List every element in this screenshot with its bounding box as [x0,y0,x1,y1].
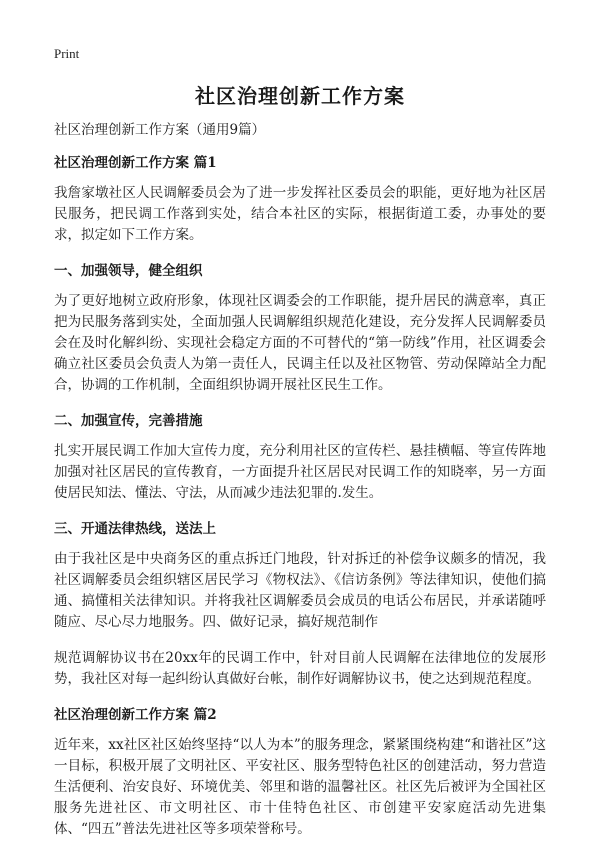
document-body [54,120,546,855]
section-heading-legal-hotline: 三、开通法律热线，送法上 [54,521,216,537]
section-heading-part2: 社区治理创新工作方案 篇2 [54,707,217,723]
paragraph-publicity: 扎实开展民调工作加大宣传力度，充分利用社区的宣传栏、悬挂横幅、等宣传阵地加强对社区居民的宣传教育，一方面提升社区居民对民调工作的知晓率，另一方面使居民知法、懂法、守法，从而减少违法犯罪的.发生。 [54,443,546,501]
paragraph-part2: 近年来，xx社区社区始终坚持“以人为本”的服务理念，紧紧围绕构建“和谐社区”这一目标，积极开展了文明社区、平安社区、服务型特色社区的创建活动，努力营造生活便利、治安良好、环境优美、邻里和谐的温馨社区。社区先后被评为全国社区服务先进社区、市文明社区、市十佳特色社区、市创建平安家庭活动先进集体、“四五”普法先进社区等多项荣誉称号。 [54,737,546,837]
paragraph-records: 规范调解协议书在20xx年的民调工作中，针对目前人民调解在法律地位的发展形势，我社区对每一起纠纷认真做好台帐，制作好调解协议书，使之达到规范程度。 [54,650,546,687]
section-heading-part1: 社区治理创新工作方案 篇1 [54,155,217,171]
section-heading-publicity: 二、加强宣传，完善措施 [54,413,203,429]
paragraph-leadership: 为了更好地树立政府形象，体现社区调委会的工作职能，提升居民的满意率，真正把为民服务落到实处，全面加强人民调解组织规范化建设，充分发挥人民调解委员会在及时化解纠纷、实现社会稳定方面的不可替代的“第一防线”作用，社区调委会确立社区委员会负责人为第一责任人，民调主任以及社区物管、劳动保障站全力配合，协调的工作机制，全面组织协调开展社区民生工作。 [54,293,546,393]
document-title: 社区治理创新工作方案 [195,84,405,108]
section-heading-leadership: 一、加强领导，健全组织 [54,263,203,279]
print-label: Print [54,46,80,61]
paragraph-legal-hotline: 由于我社区是中央商务区的重点拆迁门地段，针对拆迁的补偿争议颇多的情况，我社区调解委员会组织辖区居民学习《物权法》、《信访条例》等法律知识，使他们搞通、搞懂相关法律知识。并将我社区调解委员会成员的电话公布居民，并承诺随呼随应、尽心尽力地服务。四、做好记录，搞好规范制作 [54,551,546,630]
paragraph-intro: 我詹家墩社区人民调解委员会为了进一步发挥社区委员会的职能，更好地为社区居民服务，把民调工作落到实处，结合本社区的实际，根据街道工委，办事处的要求，拟定如下工作方案。 [54,185,546,243]
document-subtitle: 社区治理创新工作方案（通用9篇） [54,122,266,138]
